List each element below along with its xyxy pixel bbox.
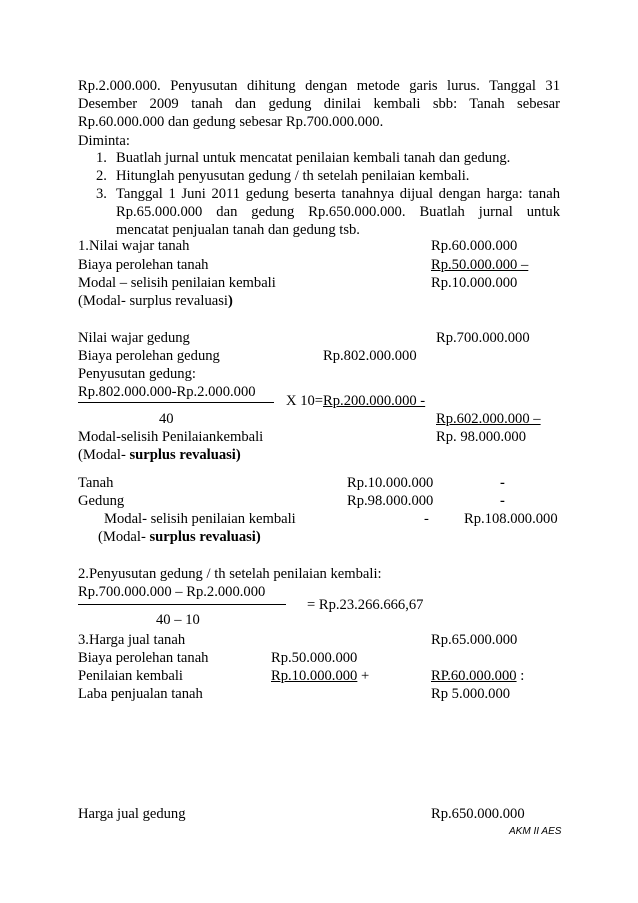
laba-penjualan-label: Laba penjualan tanah	[78, 686, 203, 702]
modal-surplus-note: (Modal- surplus revaluasi)	[78, 293, 233, 309]
biaya-perolehan-gedung-label: Biaya perolehan gedung	[78, 348, 220, 364]
penilaian-kembali-value: Rp.10.000.000 +	[271, 668, 370, 684]
harga-jual-gedung-value: Rp.650.000.000	[431, 806, 525, 822]
task-3-number: 3.	[96, 186, 107, 202]
journal-debit-tanah: Rp.10.000.000	[347, 475, 434, 491]
section-2-title: 2.Penyusutan gedung / th setelah penilaian kembali:	[78, 566, 382, 582]
section-2-fraction-line	[78, 604, 286, 605]
section-2-result: = Rp.23.266.666,67	[307, 597, 424, 613]
net-book-value: Rp.602.000.000 –	[436, 411, 541, 427]
intro-line-1: Rp.2.000.000. Penyusutan dihitung dengan metode garis lurus. Tanggal 31	[78, 78, 560, 94]
journal-credit-modal: Rp.108.000.000	[464, 511, 558, 527]
journal-account-tanah: Tanah	[78, 475, 114, 491]
task-2-text: Hitunglah penyusutan gedung / th setelah penilaian kembali.	[116, 168, 470, 184]
task-1-text: Buatlah jurnal untuk mencatat penilaian kembali tanah dan gedung.	[116, 150, 511, 166]
task-3-line-3: mencatat penjualan tanah dan gedung tsb.	[116, 222, 360, 238]
laba-penjualan-value: Rp 5.000.000	[431, 686, 511, 702]
task-2-number: 2.	[96, 168, 107, 184]
penilaian-kembali-label: Penilaian kembali	[78, 668, 183, 684]
modal-selisih-2-label: Modal-selisih Penilaiankembali	[78, 429, 264, 445]
journal-account-modal: Modal- selisih penilaian kembali	[104, 511, 296, 527]
penilaian-total: RP.60.000.000 :	[431, 668, 525, 684]
nilai-wajar-tanah-label: 1.Nilai wajar tanah	[78, 238, 190, 254]
biaya-perolehan-tanah-value: Rp.50.000.000 –	[431, 257, 529, 273]
harga-jual-tanah-label: 3.Harga jual tanah	[78, 632, 186, 648]
page-footer: AKM II AES	[509, 826, 562, 837]
harga-jual-gedung-label: Harga jual gedung	[78, 806, 186, 822]
formula-numerator: Rp.802.000.000-Rp.2.000.000	[78, 384, 256, 400]
s3-biaya-perolehan-value: Rp.50.000.000	[271, 650, 358, 666]
penyusutan-gedung-label: Penyusutan gedung:	[78, 366, 196, 382]
task-3-line-1: Tanggal 1 Juni 2011 gedung beserta tanahnya dijual dengan harga: tanah	[116, 186, 560, 202]
biaya-perolehan-tanah-label: Biaya perolehan tanah	[78, 257, 209, 273]
section-2-numerator: Rp.700.000.000 – Rp.2.000.000	[78, 584, 266, 600]
biaya-perolehan-gedung-value: Rp.802.000.000	[323, 348, 417, 364]
journal-account-gedung: Gedung	[78, 493, 125, 509]
journal-debit-modal: -	[424, 511, 429, 527]
intro-line-3: Rp.60.000.000 dan gedung sebesar Rp.700.000.000.	[78, 114, 384, 130]
journal-debit-gedung: Rp.98.000.000	[347, 493, 434, 509]
modal-surplus-2-note: (Modal- surplus revaluasi)	[78, 447, 241, 463]
fraction-line	[78, 402, 274, 403]
formula-multiplier: X 10=Rp.200.000.000 -	[286, 393, 426, 409]
modal-selisih-value: Rp.10.000.000	[431, 275, 518, 291]
diminta-label: Diminta:	[78, 133, 130, 149]
modal-selisih-label: Modal – selisih penilaian kembali	[78, 275, 276, 291]
harga-jual-tanah-value: Rp.65.000.000	[431, 632, 518, 648]
journal-credit-tanah: -	[500, 475, 505, 491]
modal-selisih-2-value: Rp. 98.000.000	[436, 429, 526, 445]
formula-denominator: 40	[159, 411, 174, 427]
section-2-denominator: 40 – 10	[156, 612, 200, 628]
s3-biaya-perolehan-label: Biaya perolehan tanah	[78, 650, 209, 666]
task-3-line-2: Rp.65.000.000 dan gedung Rp.650.000.000. Buatlah jurnal untuk	[116, 204, 560, 220]
journal-credit-gedung: -	[500, 493, 505, 509]
nilai-wajar-gedung-value: Rp.700.000.000	[436, 330, 530, 346]
nilai-wajar-gedung-label: Nilai wajar gedung	[78, 330, 190, 346]
journal-note: (Modal- surplus revaluasi)	[98, 529, 261, 545]
nilai-wajar-tanah-value: Rp.60.000.000	[431, 238, 518, 254]
intro-line-2: Desember 2009 tanah dan gedung dinilai kembali sbb: Tanah sebesar	[78, 96, 560, 112]
task-1-number: 1.	[96, 150, 107, 166]
